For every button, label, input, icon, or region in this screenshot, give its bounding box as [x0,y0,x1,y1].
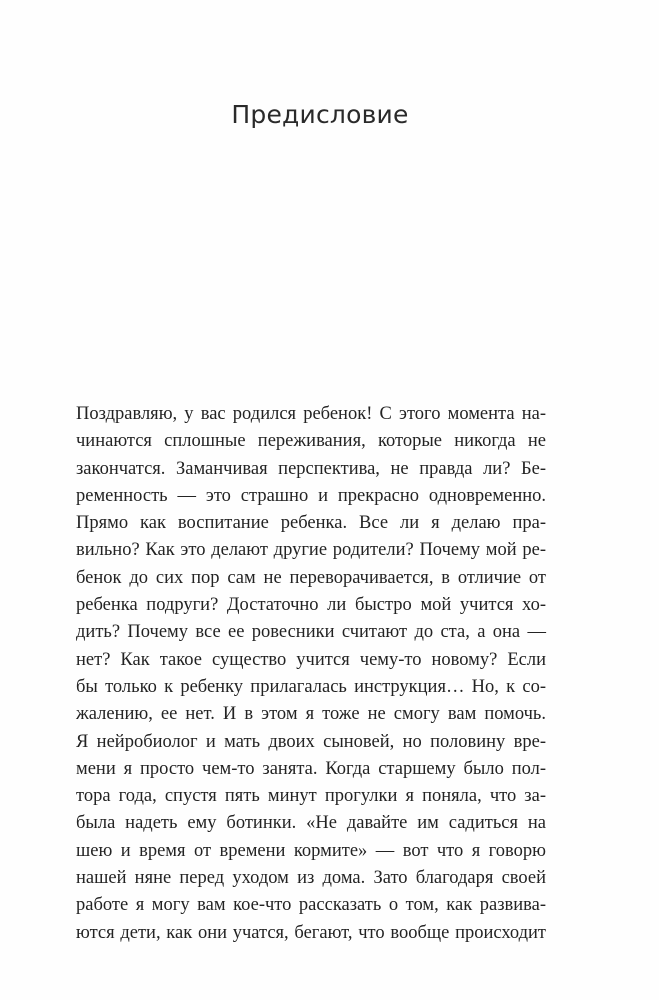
text-line: мени я просто чем-то занята. Когда старшему было пол- [76,758,546,779]
text-line: чинаются сплошные переживания, которые никогда не [76,431,546,452]
text-line: вильно? Как это делают другие родители? Почему мой ре- [76,540,546,561]
text-line: работе я могу вам кое-что рассказать о том, как развива- [76,895,546,916]
text-line: бенок до сих пор сам не переворачивается, в отличие от [76,567,546,588]
text-line: жалению, ее нет. И в этом я тоже не смогу вам помочь. [76,704,546,725]
text-line: нет? Как такое существо учится чему-то новому? Если [76,649,546,670]
text-line: шею и время от времени кормите» — вот что я говорю [76,840,546,861]
text-line: была надеть ему ботинки. «Не давайте им садиться на [76,813,546,834]
body-paragraph [76,401,546,947]
text-line: тора года, спустя пять минут прогулки я поняла, что за- [76,786,546,807]
text-line: Прямо как воспитание ребенка. Все ли я делаю пра- [76,513,546,534]
text-line: дить? Почему все ее ровесники считают до ста, а она — [76,622,546,643]
text-line: ременность — это страшно и прекрасно одновременно. [76,485,546,506]
chapter-title: Предисловие [231,100,409,129]
text-line: ребенка подруги? Достаточно ли быстро мой учится хо- [76,595,546,616]
text-line: бы только к ребенку прилагалась инструкция… Но, к со- [76,676,546,697]
text-line: Я нейробиолог и мать двоих сыновей, но половину вре- [76,731,546,752]
text-line: ются дети, как они учатся, бегают, что вообще происходит [76,922,546,943]
text-line: Поздравляю, у вас родился ребенок! С этого момента на- [76,404,546,424]
text-line: нашей няне перед уходом из дома. Зато благодаря своей [76,868,546,889]
text-line: закончатся. Заманчивая перспектива, не правда ли? Бе- [76,458,546,479]
